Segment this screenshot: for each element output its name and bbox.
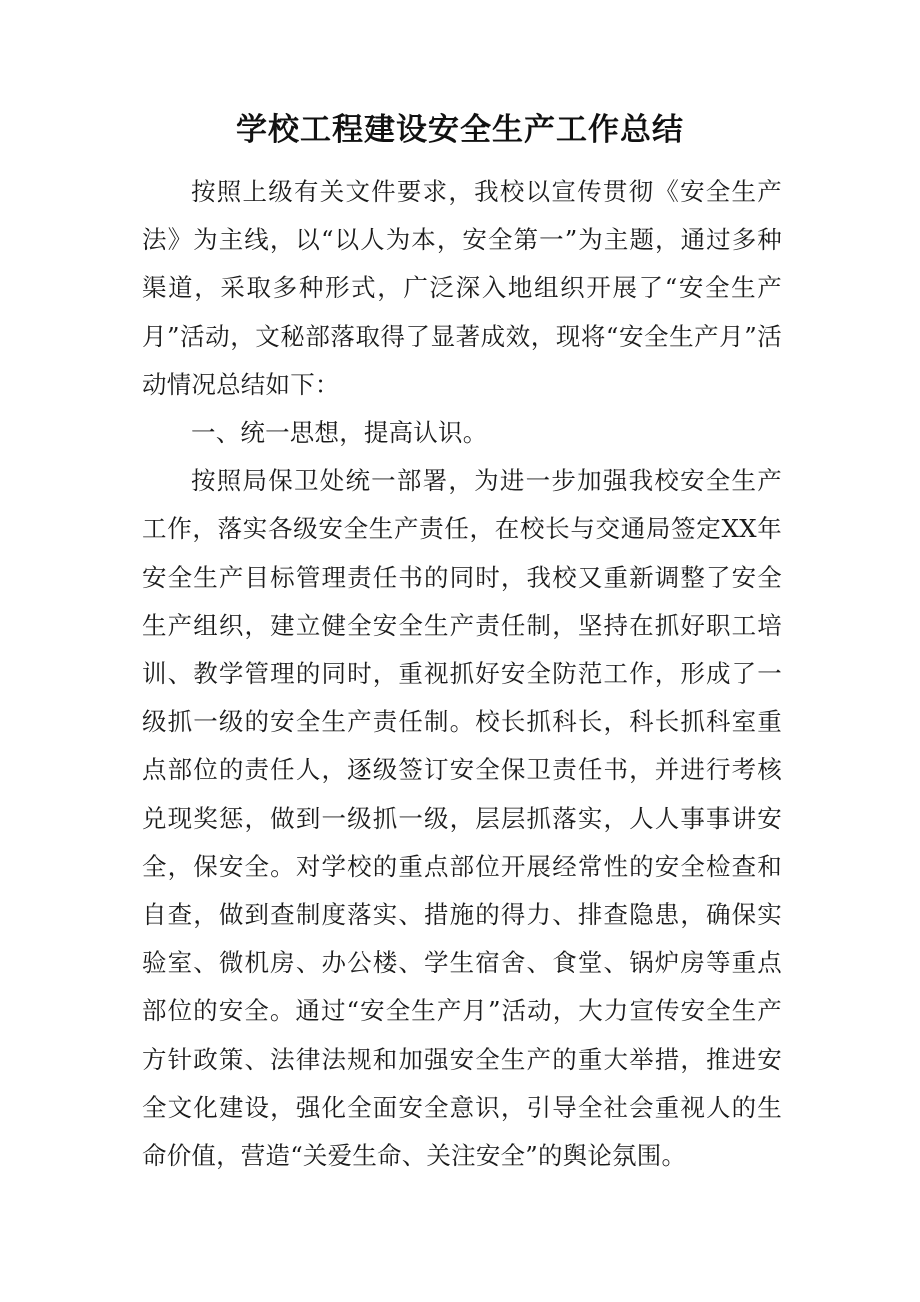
paragraph-intro: 按照上级有关文件要求，我校以宣传贯彻《安全生产法》为主线，以“以人为本，安全第一”为主题，通过多种渠道，采取多种形式，广泛深入地组织开展了“安全生产月”活动，文秘部落取得了显著成效，现将“安全生产月”活动情况总结如下： <box>142 177 782 399</box>
document-title: 学校工程建设安全生产工作总结 <box>236 112 684 148</box>
paragraph-section-1: 按照局保卫处统一部署，为进一步加强我校安全生产工作，落实各级安全生产责任，在校长与交通局签定XX年安全生产目标管理责任书的同时，我校又重新调整了安全生产组织，建立健全安全生产责任制，坚持在抓好职工培训、教学管理的同时，重视抓好安全防范工作，形成了一级抓一级的安全生产责任制。校长抓科长，科长抓科室重点部位的责任人，逐级签订安全保卫责任书，并进行考核兑现奖惩，做到一级抓一级，层层抓落实，人人事事讲安全，保安全。对学校的重点部位开展经常性的安全检查和自查，做到查制度落实、措施的得力、排查隐患，确保实验室、微机房、办公楼、学生宿舍、食堂、锅炉房等重点部位的安全。通过“安全生产月”活动，大力宣传安全生产方针政策、法律法规和加强安全生产的重大举措，推进安全文化建设，强化全面安全意识，引导全社会重视人的生命价值，营造“关爱生命、关注安全”的舆论氛围。 <box>142 466 782 1171</box>
section-heading-1: 一、统一思想，提高认识。 <box>191 418 488 448</box>
document-body <box>142 168 782 1180</box>
